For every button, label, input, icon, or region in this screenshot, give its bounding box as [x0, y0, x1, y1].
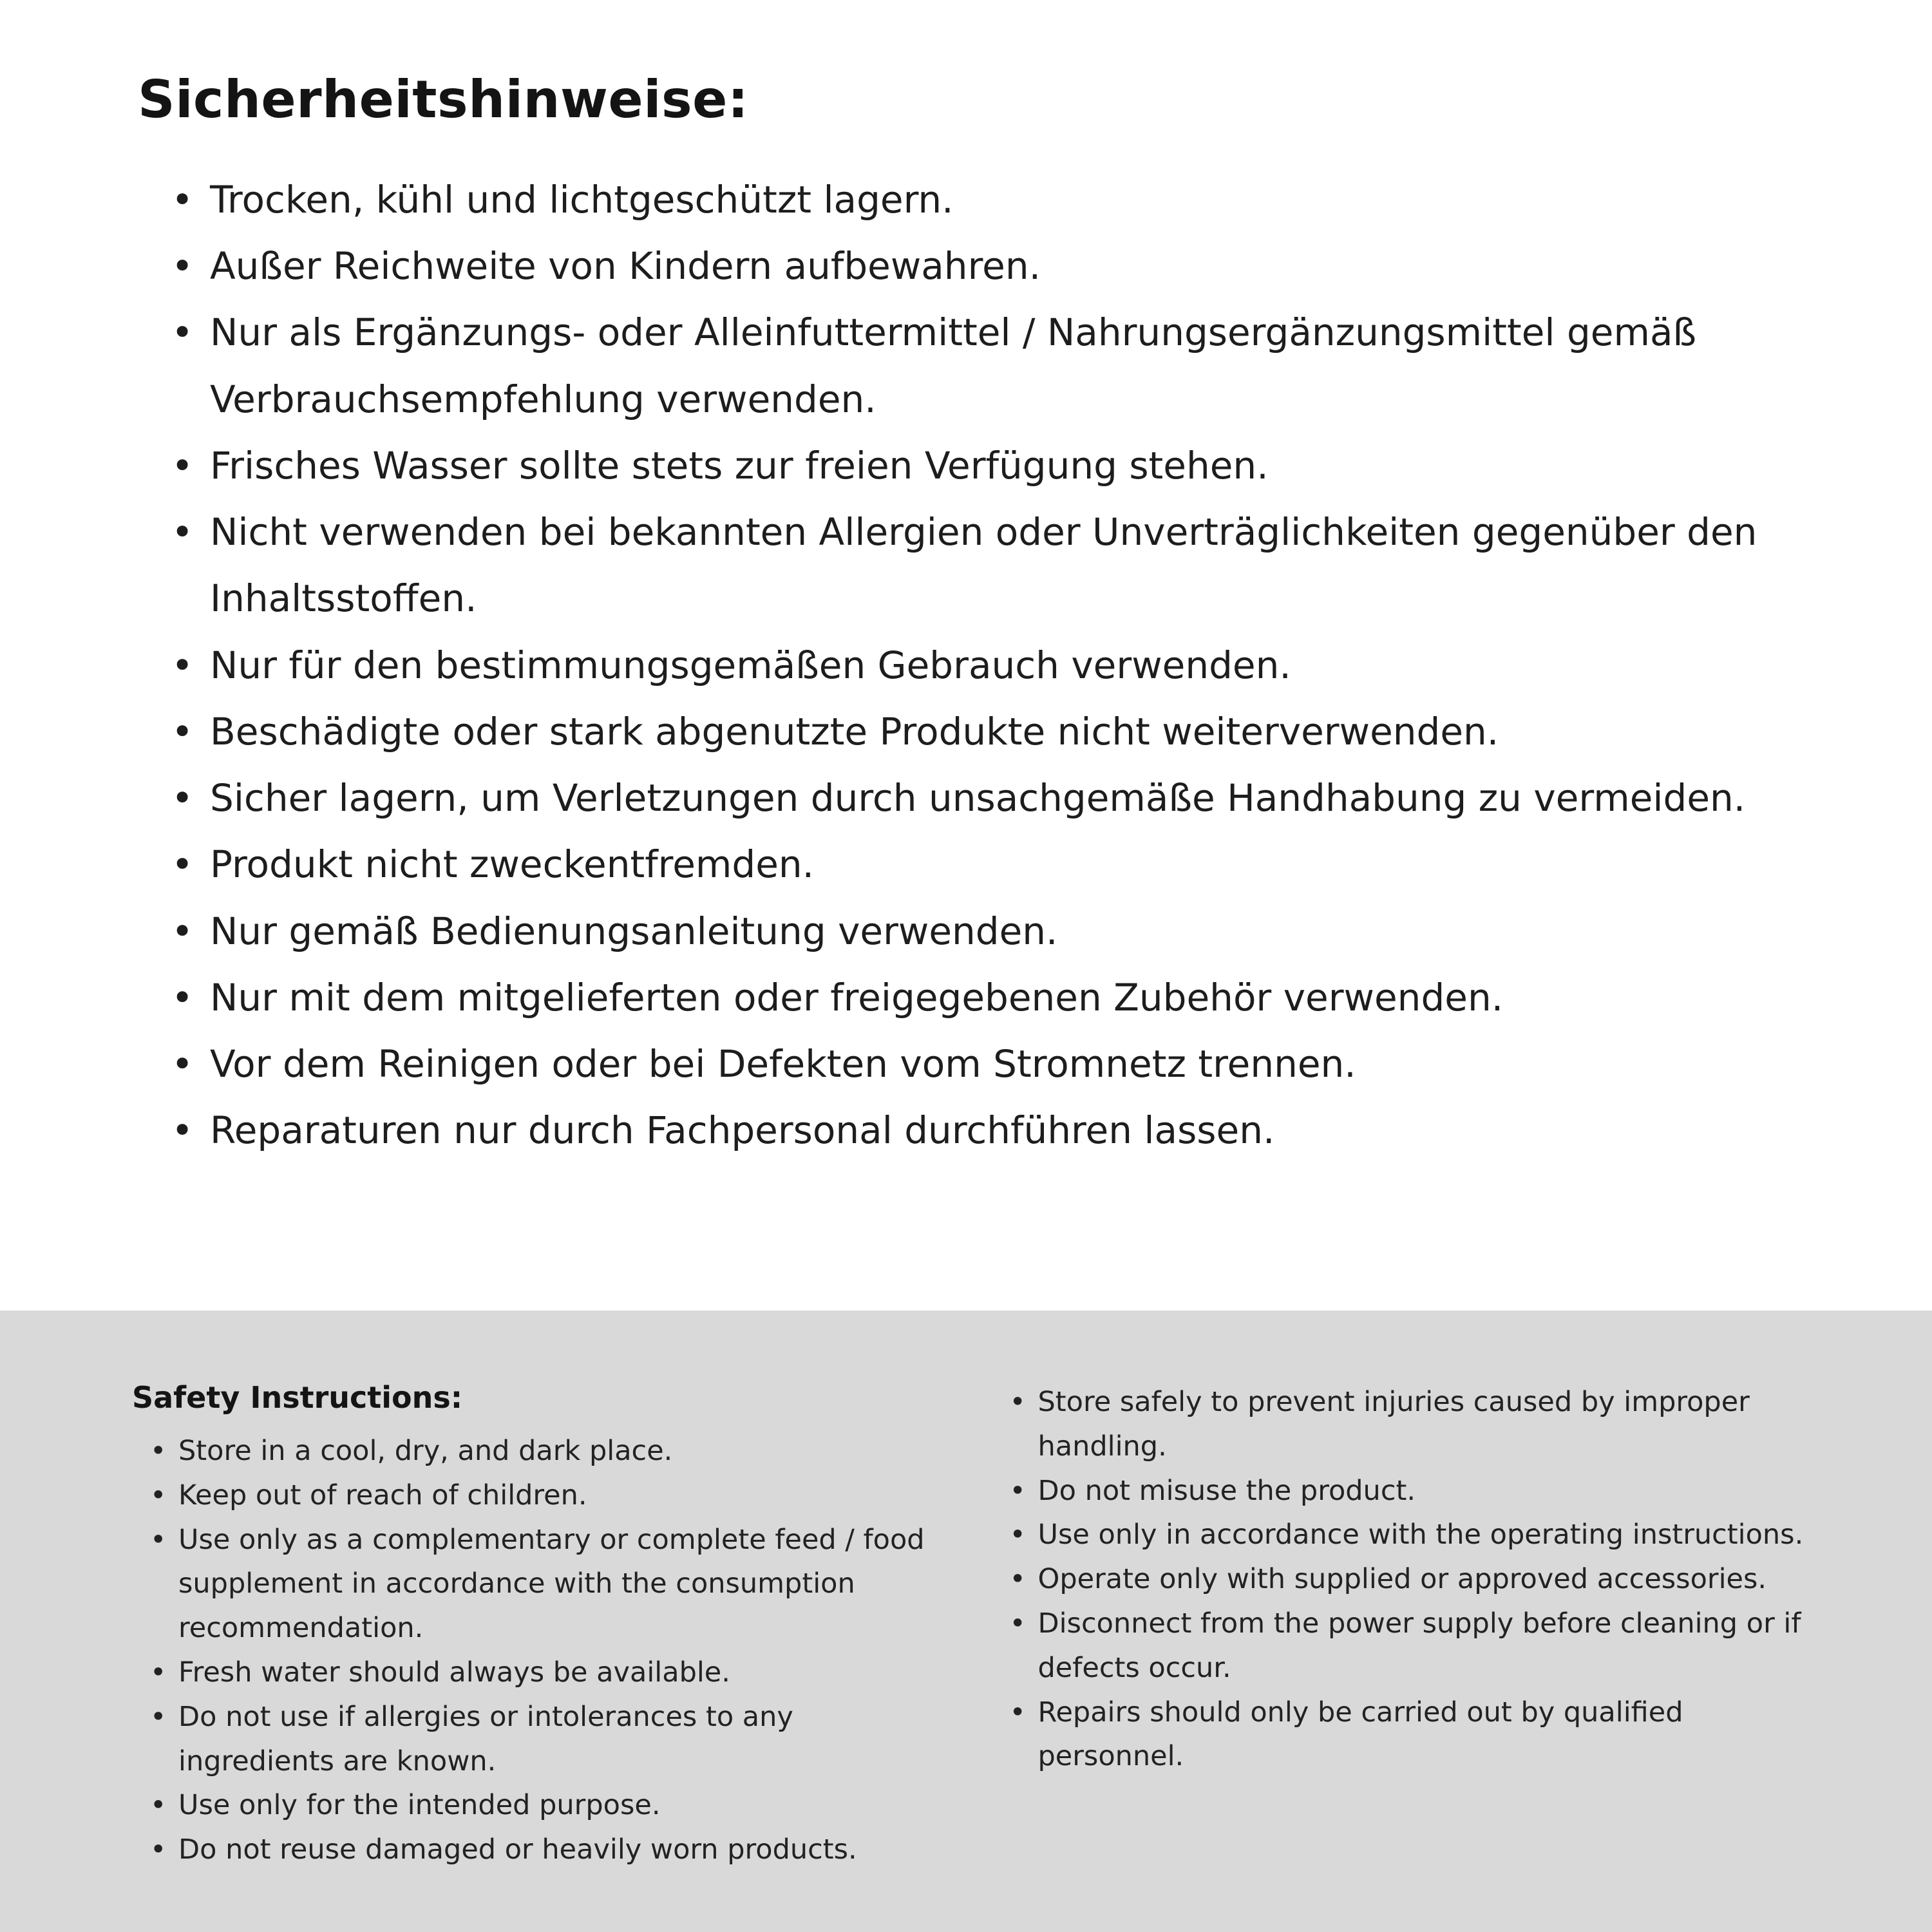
english-bullet-item: • Do not misuse the product. — [1010, 1469, 1826, 1513]
english-right-column — [1010, 1380, 1826, 1932]
german-bullet-item: • Nur als Ergänzungs- oder Alleinfuttermittel / Nahrungsergänzungsmittel gemäß Verbrauchsempfehlung verwenden. — [171, 299, 1835, 432]
german-bullet-item: • Sicher lagern, um Verletzungen durch unsachgemäße Handhabung zu vermeiden. — [171, 765, 1835, 831]
english-bullet-item: • Keep out of reach of children. — [150, 1473, 949, 1518]
english-left-bullet-list — [132, 1429, 949, 1872]
english-bullet-item: • Use only in accordance with the operating instructions. — [1010, 1513, 1826, 1557]
english-bullet-item: • Do not reuse damaged or heavily worn products. — [150, 1828, 949, 1872]
german-bullet-item: • Nur für den bestimmungsgemäßen Gebrauch verwenden. — [171, 632, 1835, 699]
german-bullet-item: • Frisches Wasser sollte stets zur freien Verfügung stehen. — [171, 433, 1835, 499]
german-bullet-item: • Vor dem Reinigen oder bei Defekten vom Stromnetz trennen. — [171, 1031, 1835, 1097]
english-bullet-item: • Store safely to prevent injuries caused by improper handling. — [1010, 1380, 1826, 1469]
german-bullet-item: • Produkt nicht zweckentfremden. — [171, 831, 1835, 898]
german-bullet-item: • Reparaturen nur durch Fachpersonal durchführen lassen. — [171, 1097, 1835, 1164]
english-bullet-item: • Operate only with supplied or approved accessories. — [1010, 1557, 1826, 1602]
english-bullet-item: • Do not use if allergies or intolerances to any ingredients are known. — [150, 1695, 949, 1784]
english-left-column — [132, 1380, 949, 1932]
german-bullet-item: • Nur mit dem mitgelieferten oder freigegebenen Zubehör verwenden. — [171, 965, 1835, 1031]
english-right-bullet-list — [1010, 1380, 1826, 1779]
german-bullet-item: • Beschädigte oder stark abgenutzte Produkte nicht weiterverwenden. — [171, 699, 1835, 765]
english-section-title: Safety Instructions: — [132, 1380, 463, 1415]
english-bullet-item: • Disconnect from the power supply before cleaning or if defects occur. — [1010, 1602, 1826, 1690]
english-bullet-item: • Repairs should only be carried out by qualified personnel. — [1010, 1690, 1826, 1779]
german-bullet-item: • Nicht verwenden bei bekannten Allergien oder Unverträglichkeiten gegenüber den Inhaltsstoffen. — [171, 499, 1835, 632]
german-bullet-item: • Trocken, kühl und lichtgeschützt lagern. — [171, 167, 1835, 233]
german-section-title: Sicherheitshinweise: — [138, 70, 749, 129]
english-bullet-item: • Use only for the intended purpose. — [150, 1783, 949, 1828]
english-bullet-item: • Store in a cool, dry, and dark place. — [150, 1429, 949, 1473]
german-bullet-item: • Nur gemäß Bedienungsanleitung verwenden. — [171, 898, 1835, 965]
german-bullet-list — [138, 167, 1835, 1164]
german-bullet-item: • Außer Reichweite von Kindern aufbewahren. — [171, 233, 1835, 299]
english-safety-section — [0, 1311, 1932, 1932]
english-bullet-item: • Fresh water should always be available. — [150, 1651, 949, 1695]
english-bullet-item: • Use only as a complementary or complete feed / food supplement in accordance with the consumption recommendation. — [150, 1518, 949, 1651]
